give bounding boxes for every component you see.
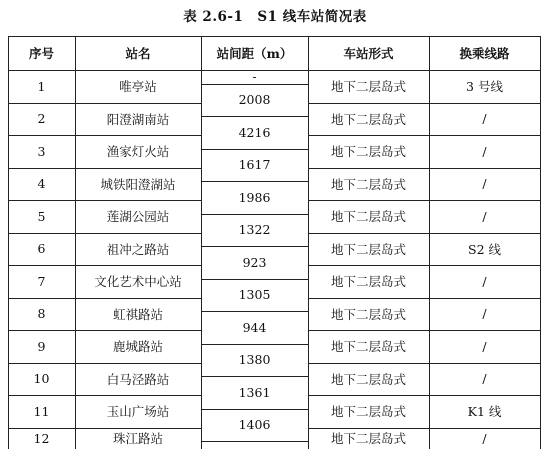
transfer-line: K1 线 <box>467 404 502 420</box>
transfer-line: / <box>482 338 487 354</box>
station-number: 2 <box>37 111 46 127</box>
station-form: 地下二层岛式 <box>330 404 406 420</box>
station-distance: 1380 <box>238 352 271 368</box>
station-name: 白马泾路站 <box>106 371 170 387</box>
station-name: 渔家灯火站 <box>106 144 170 160</box>
station-distance: 944 <box>242 319 267 335</box>
header-distance: 站间距（m） <box>216 46 293 61</box>
station-number: 5 <box>37 208 46 224</box>
transfer-line: / <box>482 143 487 159</box>
table-number: 表 2.6-1 <box>183 9 244 25</box>
station-number: 4 <box>37 176 46 192</box>
station-name: 玉山广场站 <box>106 404 170 420</box>
station-form: 地下二层岛式 <box>330 306 406 322</box>
station-name: 唯亭站 <box>119 79 157 95</box>
station-name: 珠江路站 <box>112 431 163 447</box>
station-distance: 1617 <box>238 157 271 173</box>
transfer-line: / <box>482 111 487 127</box>
station-form: 地下二层岛式 <box>330 176 406 192</box>
station-form: 地下二层岛式 <box>330 274 406 290</box>
station-distance: 4216 <box>238 124 271 140</box>
station-number: 6 <box>37 241 46 257</box>
station-form: 地下二层岛式 <box>330 111 406 127</box>
station-form: 地下二层岛式 <box>330 241 406 257</box>
station-distance: 1406 <box>238 417 271 433</box>
station-table <box>8 36 540 449</box>
station-form: 地下二层岛式 <box>330 431 406 447</box>
station-number: 3 <box>37 143 46 159</box>
station-number: 8 <box>37 306 46 322</box>
station-name: 莲湖公园站 <box>106 209 170 225</box>
transfer-line: / <box>482 208 487 224</box>
station-name: 文化艺术中心站 <box>94 274 182 290</box>
station-number: 11 <box>33 403 50 419</box>
station-name: 鹿城路站 <box>112 339 163 355</box>
column-divider <box>540 36 541 449</box>
header-no: 序号 <box>28 46 54 61</box>
header-transfer: 换乘线路 <box>459 46 510 61</box>
station-distance: 1305 <box>238 287 271 303</box>
station-distance: 923 <box>242 254 267 270</box>
transfer-line: / <box>482 176 487 192</box>
station-name: 城铁阳澄湖站 <box>100 176 176 192</box>
distance-first: - <box>252 70 257 84</box>
distance-divider <box>201 441 308 442</box>
transfer-line: / <box>482 371 487 387</box>
header-form: 车站形式 <box>343 46 394 61</box>
transfer-line: / <box>482 273 487 289</box>
station-distance: 2008 <box>238 92 271 108</box>
table-caption <box>0 5 550 25</box>
station-form: 地下二层岛式 <box>330 209 406 225</box>
station-form: 地下二层岛式 <box>330 339 406 355</box>
station-form: 地下二层岛式 <box>330 79 406 95</box>
station-number: 12 <box>33 430 50 446</box>
station-number: 10 <box>33 371 50 387</box>
station-number: 9 <box>37 338 46 354</box>
station-distance: 1361 <box>238 384 271 400</box>
station-name: 祖冲之路站 <box>106 241 170 257</box>
station-distance: 1986 <box>238 189 271 205</box>
station-name: 阳澄湖南站 <box>106 111 170 127</box>
transfer-line: / <box>482 430 487 446</box>
transfer-line: / <box>482 306 487 322</box>
table-title: S1 线车站简况表 <box>257 9 367 25</box>
header-name: 站名 <box>125 46 151 61</box>
station-number: 1 <box>37 78 46 94</box>
transfer-line: 3 号线 <box>466 79 503 95</box>
station-name: 虹祺路站 <box>112 306 163 322</box>
station-form: 地下二层岛式 <box>330 144 406 160</box>
transfer-line: S2 线 <box>468 241 501 257</box>
station-number: 7 <box>37 273 46 289</box>
station-form: 地下二层岛式 <box>330 371 406 387</box>
station-distance: 1322 <box>238 222 271 238</box>
